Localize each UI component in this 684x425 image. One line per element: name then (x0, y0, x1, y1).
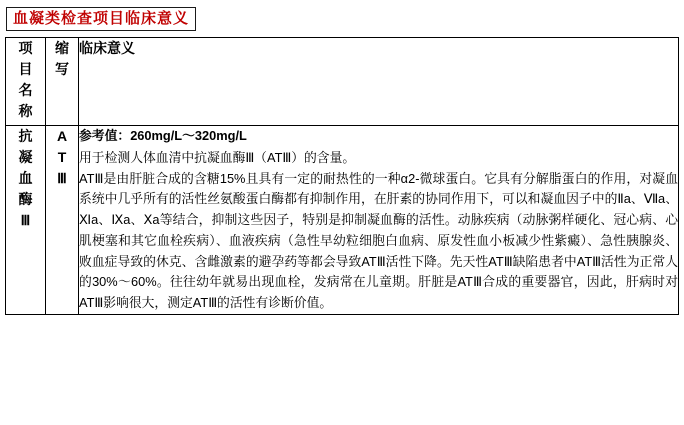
row-item-name-label: 抗 凝 血 酶 Ⅲ (18, 128, 33, 229)
significance-paragraph-1: 用于检测人体血清中抗凝血酶Ⅲ（ATⅢ）的含量。 (79, 149, 356, 165)
row-item-significance (79, 126, 679, 314)
table-row (6, 126, 679, 314)
clinical-significance-table (5, 37, 679, 314)
table-header-name (6, 38, 46, 126)
table-header-abbr (46, 38, 79, 126)
reference-value: 参考值：260mg/L～320mg/L (79, 128, 247, 144)
table-header-significance-label: 临床意义 (79, 40, 135, 57)
significance-paragraph-2: ATⅢ是由肝脏合成的含糖15%且具有一定的耐热性的一种α2-微球蛋白。它具有分解脂蛋白的作用，对凝血系统中几乎所有的活性丝氨酸蛋白酶都有抑制作用，在肝素的协同作用下，可以和凝血因子中的Ⅱa、Ⅶa、Ⅺa、Ⅸa、Ⅹa等结合，抑制这些因子，特别是抑制凝血酶的活性。动脉疾病（动脉粥样硬化、冠心病、心肌梗塞和其它血栓疾病）、血液疾病（急性早幼粒细胞白血病、原发性血小板减少性紫癜）、急性胰腺炎、败血症导致的休克、含雌激素的避孕药等都会导致ATⅢ活性下降。先天性ATⅢ缺陷患者中ATⅢ活性为正常人的30%～60%。往往幼年就易出现血栓，发病常在儿童期。肝脏是ATⅢ合成的重要器官，因此，肝病时对ATⅢ影响很大，测定ATⅢ的活性有诊断价值。 (79, 170, 678, 310)
table-header-row (6, 38, 679, 126)
table-header-name-label: 项 目 名 称 (18, 40, 33, 120)
row-item-abbr (46, 126, 79, 314)
page-title: 血凝类检查项目临床意义 (6, 7, 196, 31)
table-header-significance (79, 38, 679, 126)
row-item-abbr-label: A T Ⅲ (56, 128, 68, 187)
title-area (0, 0, 684, 37)
row-item-name (6, 126, 46, 314)
table-header-abbr-label: 缩 写 (55, 40, 69, 78)
